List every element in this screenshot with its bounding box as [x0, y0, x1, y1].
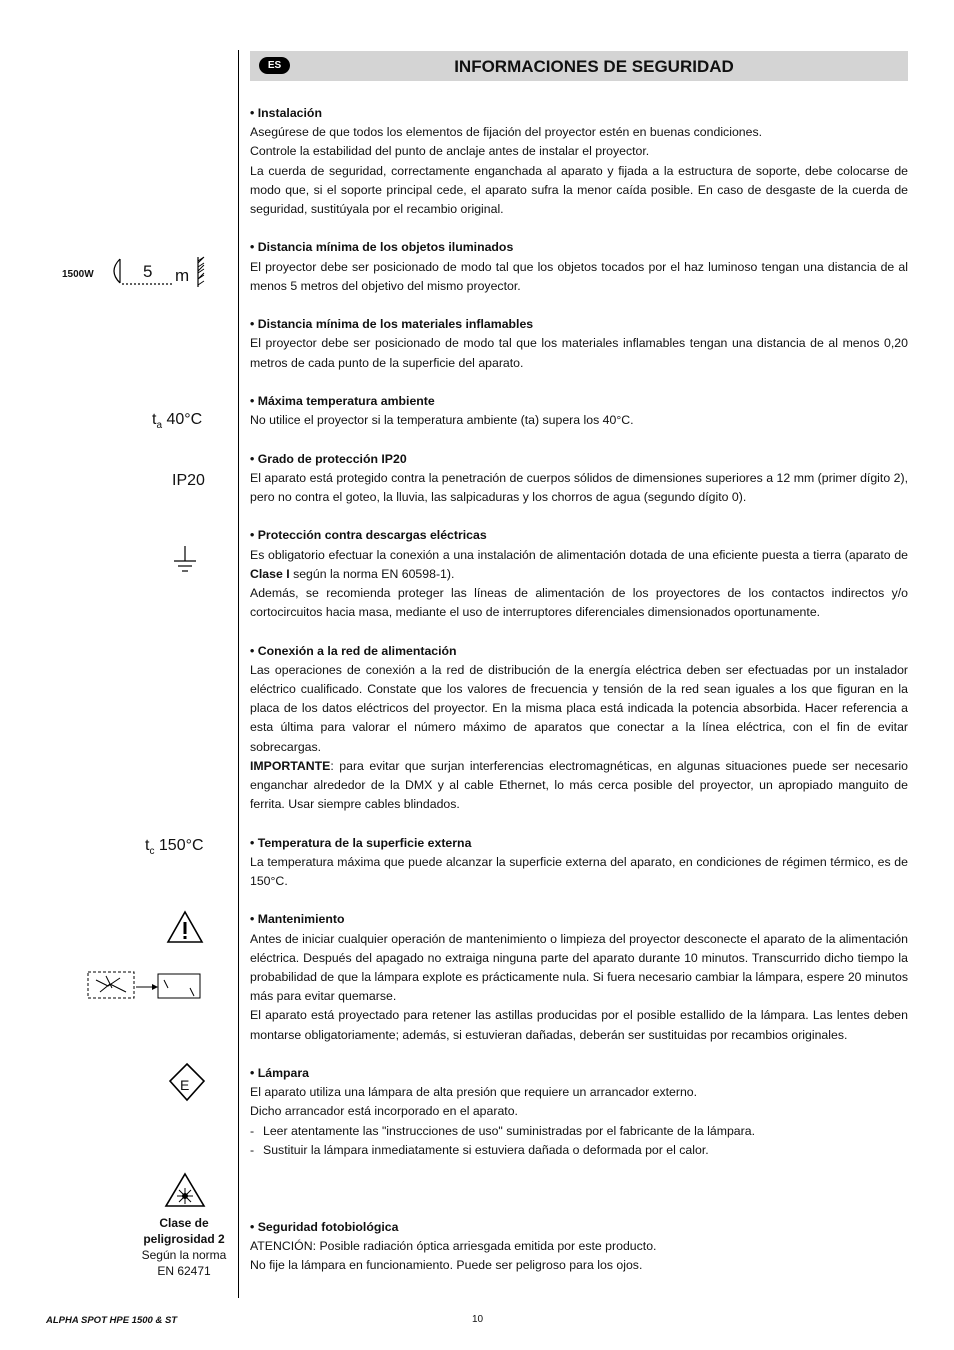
paragraph: La cuerda de seguridad, correctamente enganchada al aparato y fijada a la estructura de soporte, debe colocarse de modo que, si el soporte principal cede, el aparato sufra la menor caída posible. En caso de desgaste de la cuerda de seguridad, sustitúyala por el recambio original. — [250, 163, 908, 217]
distance-value: 5 — [143, 262, 153, 281]
paragraph: Las operaciones de conexión a la red de distribución de la energía eléctrica deben ser efectuadas por un instalador eléctrico cualificado. Constate que los valores de frecuencia y tensión de la red sean iguales a los que figuran en la placa de los datos eléctricos del proyector. En la misma placa está indicada la potencia absorbida. Hacer referencia a esta última para valorar el número máximo de aparatos que conectar a la línea eléctrica, con el fin de evitar sobrecargas. — [250, 662, 908, 754]
section-title: • Protección contra descargas eléctricas — [250, 528, 487, 543]
paragraph: La temperatura máxima que puede alcanzar la superficie externa del aparato, en condiciones de régimen térmico, es de 150°C. — [250, 854, 908, 889]
section-lampara — [250, 1064, 908, 1160]
section-title: • Mantenimiento — [250, 912, 345, 927]
section-mantenimiento — [250, 910, 908, 1044]
section-distancia-objetos — [250, 238, 908, 296]
paragraph: Además, se recomienda proteger las líneas de alimentación de los proyectores de los contactos indirectos y/o cortocircuitos hacia masa, mediante el uso de interruptores diferenciales dimensionados oportunamente. — [250, 586, 908, 620]
section-superficie — [250, 834, 908, 892]
list-item: - Leer atentamente las "instrucciones de uso" suministradas por el fabricante de la lámpara. — [250, 1123, 755, 1138]
page-number: 10 — [472, 1314, 484, 1325]
section-title: • Distancia mínima de los materiales inflamables — [250, 317, 534, 332]
paragraph: Dicho arrancador está incorporado en el aparato. — [250, 1104, 518, 1119]
paragraph: No fije la lámpara en funcionamiento. Puede ser peligroso para los ojos. — [250, 1258, 643, 1273]
page-title: INFORMACIONES DE SEGURIDAD — [454, 57, 734, 76]
paragraph: El aparato está proyectado para retener las astillas producidas por el posible estallido de la lámpara. Las lentes deben montarse obligatoriamente; además, si estuvieran dañadas, deberán ser sustituidas por recambios originales. — [250, 1008, 908, 1042]
section-title: • Lámpara — [250, 1066, 309, 1081]
distance-power-label: 1500W — [62, 269, 94, 280]
paragraph: Es obligatorio efectuar la conexión a una instalación de alimentación dotada de una eficiente puesta a tierra (aparato de Clase I según la norma EN 60598-1). — [250, 547, 908, 581]
surface-temp-label: $t_c$ 150°C — [145, 837, 204, 858]
section-header — [250, 51, 908, 81]
laser-hazard-icon — [164, 1172, 206, 1208]
column-divider — [238, 50, 239, 1298]
section-temperatura-ambiente — [250, 392, 908, 430]
section-title: • Grado de protección IP20 — [250, 451, 407, 466]
paragraph: Asegúrese de que todos los elementos de fijación del proyector estén en buenas condiciones. — [250, 125, 763, 140]
section-title: • Temperatura de la superficie externa — [250, 835, 472, 850]
section-fotobiologica — [250, 1218, 908, 1276]
paragraph: ATENCIÓN: Posible radiación óptica arriesgada emitida por este producto. — [250, 1238, 657, 1253]
ip-rating-label: IP20 — [172, 472, 205, 489]
paragraph: IMPORTANTE: para evitar que surjan interferencias electromagnéticas, en algunas situaciones puede ser necesario enganchar alrededor de la DMX y al cable Ethernet, lo más cerca posible del proyector, un apropiado manguito de ferrita. Usar siempre cables blindados. — [250, 758, 908, 812]
paragraph: No utilice el proyector si la temperatura ambiente (ta) supera los 40°C. — [250, 413, 634, 428]
section-title: • Conexión a la red de alimentación — [250, 643, 457, 658]
paragraph: Antes de iniciar cualquier operación de mantenimiento o limpieza del proyector desconecte el aparato de la alimentación eléctrica. Después del apagado no extraiga ninguna parte del aparato durante 10 minutos. Transcurrido dicho tiempo la probabilidad de que la lámpara explote es prácticamente nula. Si fuera necesario cambiar la lámpara, espere 20 minutos más para evitar quemarse. — [250, 931, 908, 1004]
language-badge: ES — [259, 57, 290, 74]
main-content — [250, 104, 908, 1294]
section-title: • Seguridad fotobiológica — [250, 1219, 399, 1234]
section-title: • Distancia mínima de los objetos iluminados — [250, 240, 514, 255]
paragraph: Controle la estabilidad del punto de anclaje antes de instalar el proyector. — [250, 144, 650, 159]
section-title: • Máxima temperatura ambiente — [250, 394, 435, 408]
paragraph: El proyector debe ser posicionado de modo tal que los materiales inflamables tengan una distancia de al menos 0,20 metros de cada punto de la superficie del aparato. — [250, 336, 908, 370]
min-distance-icon — [100, 253, 212, 289]
section-distancia-materiales — [250, 315, 908, 373]
warning-icon — [166, 910, 204, 944]
lamp-shatter-icon — [86, 968, 204, 1002]
section-descargas — [250, 526, 908, 622]
section-conexion — [250, 642, 908, 815]
lamp-e-label: E — [180, 1077, 190, 1093]
paragraph: El proyector debe ser posicionado de modo tal que los objetos tocados por el haz luminoso tengan una distancia de al menos 5 metros del objetivo del mismo proyector. — [250, 259, 908, 293]
ambient-temp-label: $t_a$ 40°C — [152, 411, 203, 432]
list-item: - Sustituir la lámpara inmediatamente si estuviera dañada o deformada por el calor. — [250, 1142, 709, 1157]
hazard-caption: Clase de peligrosidad 2 Según la norma EN 62471 — [141, 1216, 227, 1278]
distance-unit: m — [175, 266, 190, 285]
footer-model: ALPHA SPOT HPE 1500 & ST — [46, 1315, 178, 1326]
section-title: • Instalación — [250, 106, 322, 120]
section-ip20 — [250, 450, 908, 508]
paragraph: El aparato utiliza una lámpara de alta presión que requiere un arrancador externo. — [250, 1085, 698, 1100]
section-instalacion — [250, 104, 908, 219]
ground-icon — [170, 544, 200, 574]
paragraph: El aparato está protegido contra la penetración de cuerpos sólidos de dimensiones superiores a 12 mm (primer dígito 2), pero no contra el goteo, la lluvia, las salpicaduras y los chorros de agua (segundo dígito 0). — [250, 470, 908, 504]
